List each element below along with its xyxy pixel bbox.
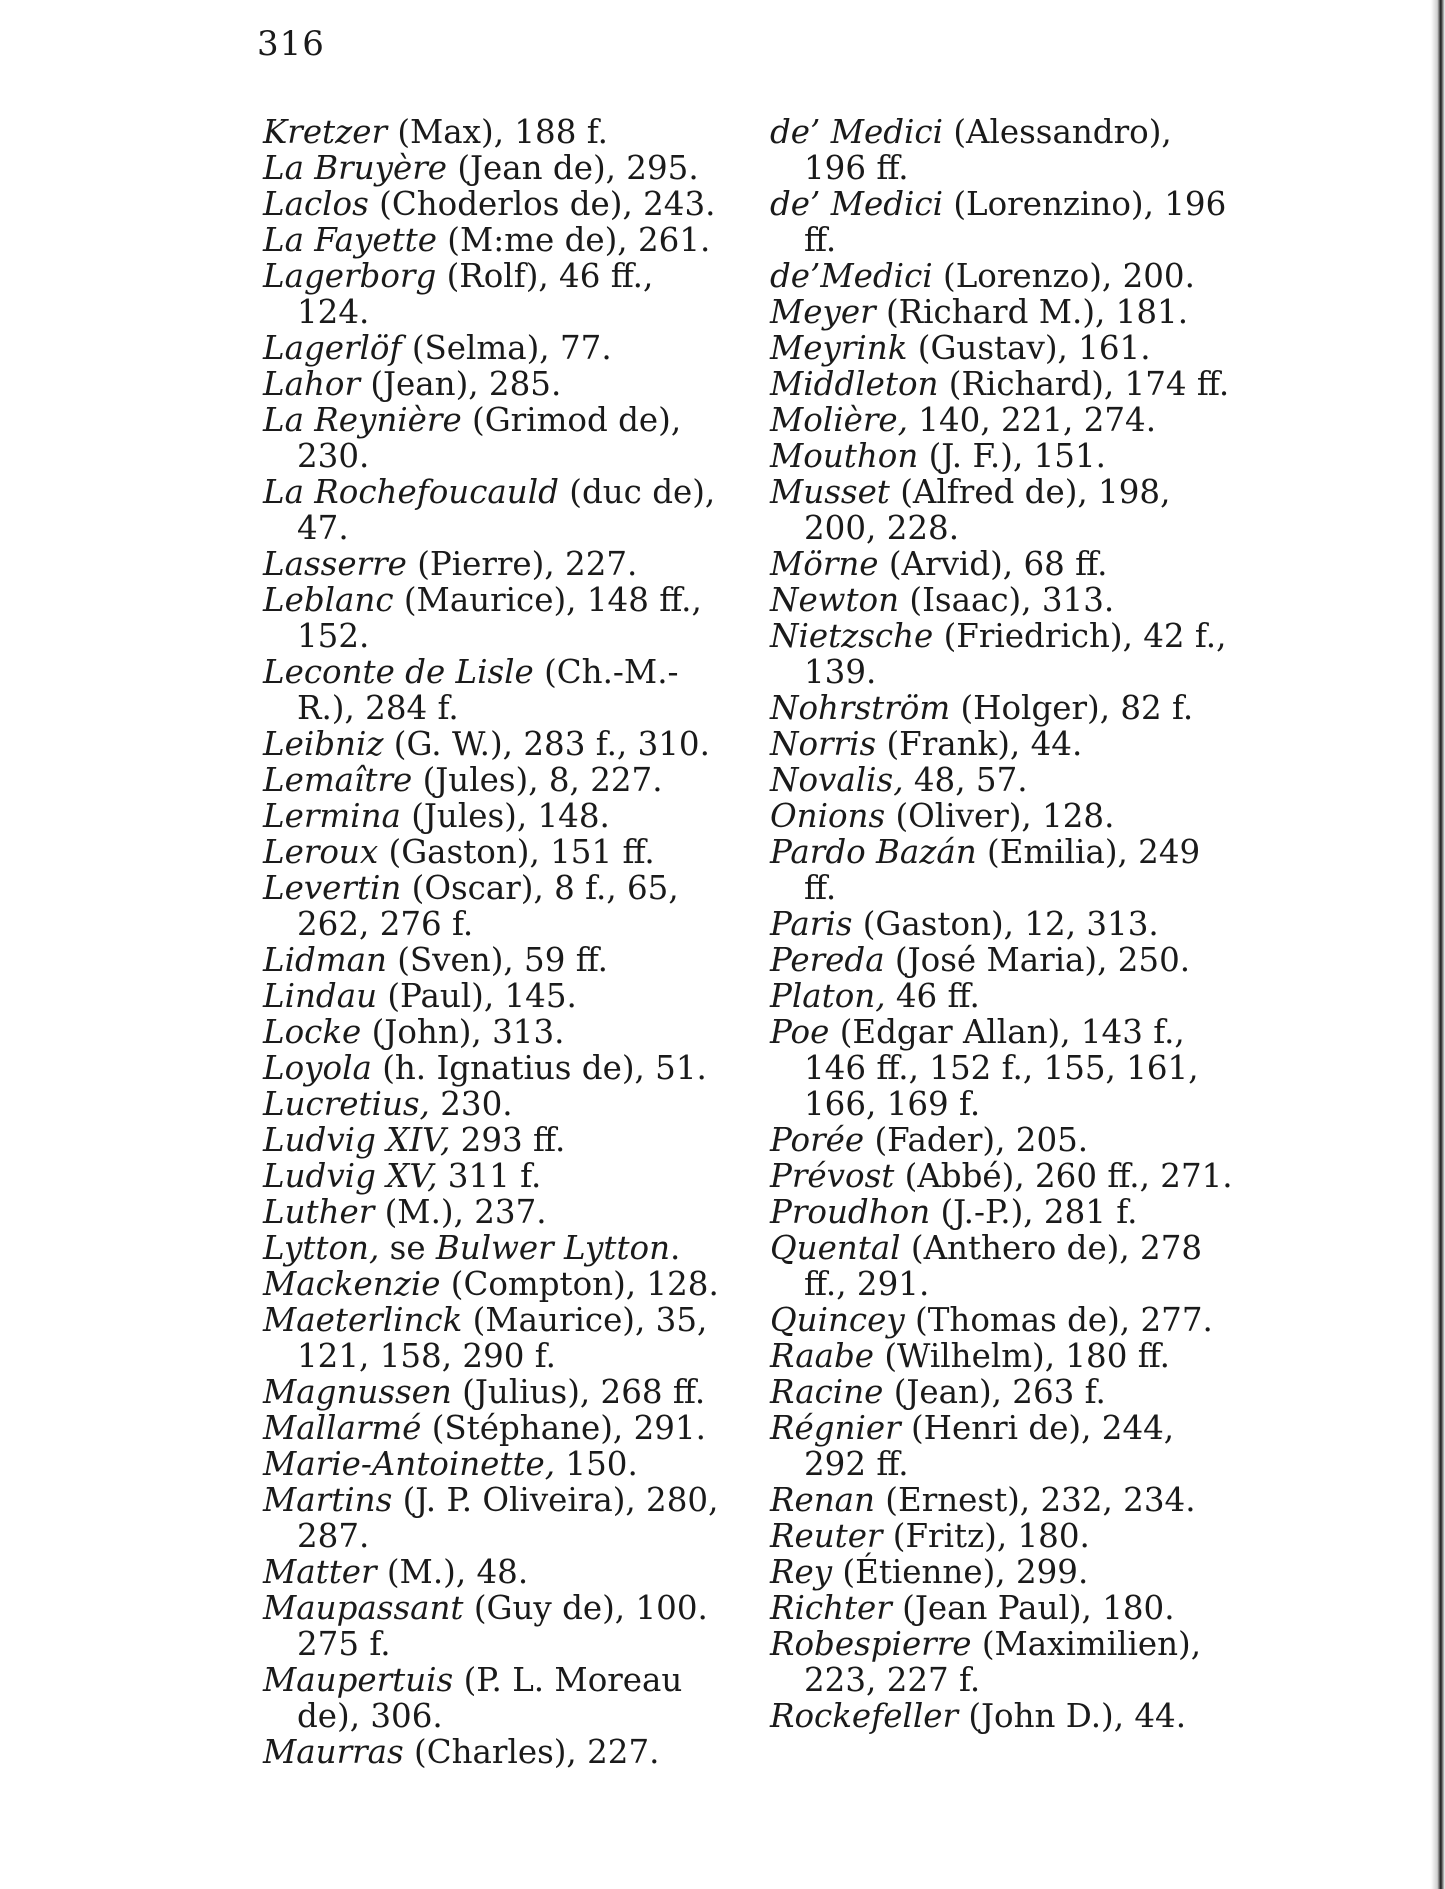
- index-entry-refs: (Max), 188 f.: [387, 113, 608, 151]
- index-entry: [770, 1482, 1240, 1518]
- index-entry-name: Pereda: [770, 941, 885, 979]
- index-entry: [770, 798, 1240, 834]
- index-entry-refs: (Charles), 227.: [403, 1733, 660, 1771]
- index-entry: [770, 1122, 1240, 1158]
- index-entry-name: Lermina: [263, 797, 401, 835]
- index-entry-name: Meyer: [770, 293, 876, 331]
- index-entry-refs: (Gustav), 161.: [907, 329, 1151, 367]
- index-entry-name: Middleton: [770, 365, 939, 403]
- index-entry: [263, 798, 733, 834]
- index-entry-refs: (Frank), 44.: [876, 725, 1083, 763]
- index-entry-refs: 293 ff.: [450, 1121, 566, 1159]
- index-entry: [263, 762, 733, 798]
- index-entry: [770, 762, 1240, 798]
- index-entry: [263, 942, 733, 978]
- index-entry-refs: se: [379, 1229, 436, 1267]
- index-entry-refs: (Fader), 205.: [864, 1121, 1089, 1159]
- index-entry: [263, 114, 733, 150]
- index-entry-refs: (P. L. Moreau de), 306.: [297, 1661, 683, 1735]
- index-entry-name: Poe: [770, 1013, 830, 1051]
- index-entry: [263, 1158, 733, 1194]
- index-entry: [770, 1158, 1240, 1194]
- index-entry: [263, 582, 733, 654]
- index-entry-name: Pardo Bazán: [770, 833, 977, 871]
- index-entry-name: Lahor: [263, 365, 360, 403]
- index-entry-name: Musset: [770, 473, 890, 511]
- index-entry-refs: (Lorenzino), 196 ff.: [804, 185, 1227, 259]
- index-entry-name: Lindau: [263, 977, 378, 1015]
- index-entry-refs: (Anthero de), 278 ff., 291.: [804, 1229, 1203, 1303]
- index-entry-name: Ludvig XIV,: [263, 1121, 451, 1159]
- index-entry: [263, 1014, 733, 1050]
- index-entry: [770, 1338, 1240, 1374]
- index-entry: [263, 654, 733, 726]
- index-entry-refs: (Ch.-M.-R.), 284 f.: [297, 653, 679, 727]
- index-entry-name: Lidman: [263, 941, 387, 979]
- index-entry: [263, 1230, 733, 1266]
- index-entry-refs: (Isaac), 313.: [899, 581, 1115, 619]
- index-entry-name: Rey: [770, 1553, 833, 1591]
- index-entry-refs: (Abbé), 260 ff., 271.: [894, 1157, 1233, 1195]
- index-entry-name: Raabe: [770, 1337, 875, 1375]
- index-entry: [263, 1410, 733, 1446]
- index-entry-name: Robespierre: [770, 1625, 972, 1663]
- index-entry-name: Molière,: [770, 401, 908, 439]
- index-entry: [770, 438, 1240, 474]
- index-entry: [770, 1554, 1240, 1590]
- index-entry-refs: (Alessandro), 196 ff.: [804, 113, 1172, 187]
- index-entry-name: Martins: [263, 1481, 393, 1519]
- index-entry-refs: (M:me de), 261.: [436, 221, 711, 259]
- index-entry: [263, 1554, 733, 1590]
- index-entry: [770, 366, 1240, 402]
- index-entry: [263, 1446, 733, 1482]
- index-entry-name: Laclos: [263, 185, 369, 223]
- index-entry: [770, 114, 1240, 186]
- index-entry-name: Marie-Antoinette,: [263, 1445, 556, 1483]
- index-entry-refs: (Henri de), 244, 292 ff.: [804, 1409, 1175, 1483]
- index-entry-refs: (Grimod de), 230.: [297, 401, 682, 475]
- index-entry-name: Mouthon: [770, 437, 919, 475]
- index-entry-refs: (Compton), 128.: [440, 1265, 719, 1303]
- index-entry: [770, 942, 1240, 978]
- index-entry-name: de’ Medici: [770, 113, 944, 151]
- index-entry: [263, 1482, 733, 1554]
- index-entry-refs: (J. P. Oliveira), 280, 287.: [297, 1481, 719, 1555]
- index-entry-name: Maeterlinck: [263, 1301, 463, 1339]
- index-entry-refs: (Jean), 263 f.: [883, 1373, 1106, 1411]
- index-entry: [263, 1050, 733, 1086]
- index-entry-refs: 46 ff.: [885, 977, 980, 1015]
- index-entry-refs: (Jules), 148.: [400, 797, 610, 835]
- index-entry-name: Maurras: [263, 1733, 404, 1771]
- index-entry: [263, 1086, 733, 1122]
- index-entry-refs: (José Maria), 250.: [884, 941, 1191, 979]
- index-entry-name: Leroux: [263, 833, 379, 871]
- index-entry-refs: (Emilia), 249 ff.: [804, 833, 1201, 907]
- index-entry-refs: 230.: [429, 1085, 513, 1123]
- index-entry-refs: (Paul), 145.: [377, 977, 577, 1015]
- index-entry-refs: (Étienne), 299.: [832, 1553, 1089, 1591]
- index-entry: [770, 1230, 1240, 1302]
- index-entry-refs: (M.), 48.: [376, 1553, 529, 1591]
- index-entry: [770, 1590, 1240, 1626]
- index-entry-refs: (duc de), 47.: [297, 473, 716, 547]
- index-entry-name: Rockefeller: [770, 1697, 958, 1735]
- index-entry-name: de’Medici: [770, 257, 933, 295]
- index-entry: [263, 366, 733, 402]
- index-entry-refs: (Pierre), 227.: [406, 545, 638, 583]
- index-entry-refs: (John D.), 44.: [958, 1697, 1187, 1735]
- index-entry: [263, 1590, 733, 1662]
- index-entry-refs: (Gaston), 12, 313.: [852, 905, 1159, 943]
- index-entry: [263, 1122, 733, 1158]
- index-entry-refs: (Fritz), 180.: [882, 1517, 1090, 1555]
- index-entry-name: Reuter: [770, 1517, 883, 1555]
- index-entry: [263, 1662, 733, 1734]
- index-entry-refs: (Jules), 8, 227.: [412, 761, 663, 799]
- index-entry: [263, 258, 733, 330]
- index-entry: [263, 546, 733, 582]
- index-entry-name: Luther: [263, 1193, 375, 1231]
- index-entry-name: Lucretius,: [263, 1085, 430, 1123]
- index-entry-refs: (John), 313.: [361, 1013, 565, 1051]
- index-entry: [770, 1518, 1240, 1554]
- index-entry-crossref: Bulwer Lytton: [435, 1229, 671, 1267]
- index-entry-refs: 311 f.: [437, 1157, 542, 1195]
- index-entry-refs: (Rolf), 46 ff., 124.: [297, 257, 654, 331]
- index-entry-refs: (Arvid), 68 ff.: [878, 545, 1108, 583]
- index-entry-refs: (Selma), 77.: [401, 329, 612, 367]
- index-entry-name: Newton: [770, 581, 900, 619]
- index-entry-refs: (Maurice), 35, 121, 158, 290 f.: [297, 1301, 708, 1375]
- index-entry-refs: 48, 57.: [903, 761, 1028, 799]
- index-entry: [263, 834, 733, 870]
- index-entry: [263, 1374, 733, 1410]
- index-entry-name: Nietzsche: [770, 617, 934, 655]
- index-entry-name: Régnier: [770, 1409, 901, 1447]
- index-entry: [770, 690, 1240, 726]
- index-entry: [263, 726, 733, 762]
- page-binding-edge: [1431, 0, 1445, 1889]
- index-entry: [770, 402, 1240, 438]
- index-entry-refs: (Gaston), 151 ff.: [378, 833, 655, 871]
- index-entry-name: Mallarmé: [263, 1409, 422, 1447]
- index-entry: [263, 1734, 733, 1770]
- index-entry-name: Norris: [770, 725, 877, 763]
- index-entry-name: Leblanc: [263, 581, 394, 619]
- index-entry-name: Ludvig XV,: [263, 1157, 438, 1195]
- index-entry-refs: (Jean de), 295.: [447, 149, 699, 187]
- index-entry-name: Quincey: [770, 1301, 905, 1339]
- index-entry: [770, 582, 1240, 618]
- index-entry-refs: (J.-P.), 281 f.: [930, 1193, 1138, 1231]
- index-entry-refs: (Stéphane), 291.: [421, 1409, 706, 1447]
- index-entry-name: Magnussen: [263, 1373, 452, 1411]
- index-entry-name: Porée: [770, 1121, 865, 1159]
- index-entry-refs: 150.: [555, 1445, 638, 1483]
- index-entry-name: Leconte de Lisle: [263, 653, 534, 691]
- index-entry-refs: (Julius), 268 ff.: [451, 1373, 706, 1411]
- index-entry-name: Racine: [770, 1373, 884, 1411]
- index-entry-name: Leibniz: [263, 725, 384, 763]
- index-entry-name: La Fayette: [263, 221, 437, 259]
- index-entry-name: Platon,: [770, 977, 886, 1015]
- index-entry: [770, 726, 1240, 762]
- index-entry-name: Maupassant: [263, 1589, 464, 1627]
- index-entry: [770, 474, 1240, 546]
- index-entry: [263, 978, 733, 1014]
- index-entry-name: La Bruyère: [263, 149, 448, 187]
- index-entry: [770, 978, 1240, 1014]
- index-entry: [770, 1014, 1240, 1122]
- index-entry-refs: (Guy de), 100. 275 f.: [297, 1589, 708, 1663]
- index-entry-name: Onions: [770, 797, 886, 835]
- index-entry: [263, 1266, 733, 1302]
- index-entry: [263, 330, 733, 366]
- index-entry-refs-tail: .: [670, 1229, 681, 1267]
- index-entry-name: Renan: [770, 1481, 875, 1519]
- index-entry-refs: (Edgar Allan), 143 f., 146 ff., 152 f., 155, 161, 166, 169 f.: [804, 1013, 1199, 1123]
- index-entry-name: Prévost: [770, 1157, 895, 1195]
- index-entry-refs: (Sven), 59 ff.: [386, 941, 608, 979]
- index-entry: [263, 402, 733, 474]
- index-entry-name: Richter: [770, 1589, 892, 1627]
- index-entry-refs: (h. Ignatius de), 51.: [371, 1049, 707, 1087]
- index-entry-refs: (Lorenzo), 200.: [932, 257, 1195, 295]
- index-entry: [263, 870, 733, 942]
- index-entry-refs: (Maximilien), 223, 227 f.: [804, 1625, 1202, 1699]
- index-entry-name: Quental: [770, 1229, 901, 1267]
- index-entry-name: Novalis,: [770, 761, 904, 799]
- index-entry: [770, 546, 1240, 582]
- index-entry-refs: 140, 221, 274.: [907, 401, 1157, 439]
- index-entry-name: Mörne: [770, 545, 879, 583]
- index-entry-refs: (M.), 237.: [374, 1193, 547, 1231]
- index-entry-name: Locke: [263, 1013, 362, 1051]
- index-entry-name: Kretzer: [263, 113, 388, 151]
- index-entry-refs: (Maurice), 148 ff., 152.: [297, 581, 702, 655]
- index-entry-name: Paris: [770, 905, 853, 943]
- index-entry: [770, 330, 1240, 366]
- index-column-right: [770, 114, 1240, 1734]
- index-entry-refs: (Thomas de), 277.: [904, 1301, 1213, 1339]
- index-entry-refs: (J. F.), 151.: [918, 437, 1106, 475]
- index-entry: [770, 186, 1240, 258]
- index-entry: [770, 1626, 1240, 1698]
- index-entry-refs: (Oliver), 128.: [885, 797, 1115, 835]
- index-entry: [770, 906, 1240, 942]
- index-entry-refs: (G. W.), 283 f., 310.: [383, 725, 710, 763]
- index-entry-name: Proudhon: [770, 1193, 931, 1231]
- index-entry-refs: (Holger), 82 f.: [950, 689, 1194, 727]
- index-entry-name: Lemaître: [263, 761, 413, 799]
- index-entry: [263, 186, 733, 222]
- index-entry: [263, 150, 733, 186]
- index-entry-refs: (Friedrich), 42 f., 139.: [804, 617, 1227, 691]
- index-entry: [770, 1698, 1240, 1734]
- index-entry: [770, 258, 1240, 294]
- index-entry: [770, 1374, 1240, 1410]
- index-entry: [263, 1194, 733, 1230]
- index-entry: [263, 222, 733, 258]
- index-entry-refs: (Choderlos de), 243.: [368, 185, 716, 223]
- index-entry-refs: (Richard M.), 181.: [875, 293, 1189, 331]
- index-entry-name: Lagerborg: [263, 257, 437, 295]
- index-entry-name: Levertin: [263, 869, 402, 907]
- index-entry-name: Matter: [263, 1553, 377, 1591]
- index-entry: [263, 474, 733, 546]
- index-entry: [770, 1302, 1240, 1338]
- index-entry-name: de’ Medici: [770, 185, 944, 223]
- index-entry-refs: (Richard), 174 ff.: [938, 365, 1230, 403]
- index-entry: [770, 1194, 1240, 1230]
- index-entry-name: La Rochefoucauld: [263, 473, 559, 511]
- index-entry-refs: (Jean Paul), 180.: [891, 1589, 1175, 1627]
- index-entry-name: Lagerlöf: [263, 329, 402, 367]
- index-entry-name: Loyola: [263, 1049, 372, 1087]
- index-entry-name: Nohrström: [770, 689, 951, 727]
- index-entry-name: Meyrink: [770, 329, 908, 367]
- index-entry: [770, 834, 1240, 906]
- index-entry-name: Maupertuis: [263, 1661, 454, 1699]
- index-entry-name: Mackenzie: [263, 1265, 441, 1303]
- index-entry: [263, 1302, 733, 1374]
- index-entry-name: Lytton,: [263, 1229, 380, 1267]
- index-entry-refs: (Wilhelm), 180 ff.: [874, 1337, 1170, 1375]
- index-entry-name: Lasserre: [263, 545, 407, 583]
- page-number: 316: [257, 24, 325, 64]
- index-entry: [770, 618, 1240, 690]
- index-entry: [770, 1410, 1240, 1482]
- index-entry-refs: (Oscar), 8 f., 65, 262, 276 f.: [297, 869, 679, 943]
- index-entry-refs: (Alfred de), 198, 200, 228.: [804, 473, 1171, 547]
- index-entry-refs: (Ernest), 232, 234.: [874, 1481, 1196, 1519]
- index-entry: [770, 294, 1240, 330]
- index-entry-name: La Reynière: [263, 401, 462, 439]
- index-entry-refs: (Jean), 285.: [360, 365, 562, 403]
- index-column-left: [263, 114, 733, 1770]
